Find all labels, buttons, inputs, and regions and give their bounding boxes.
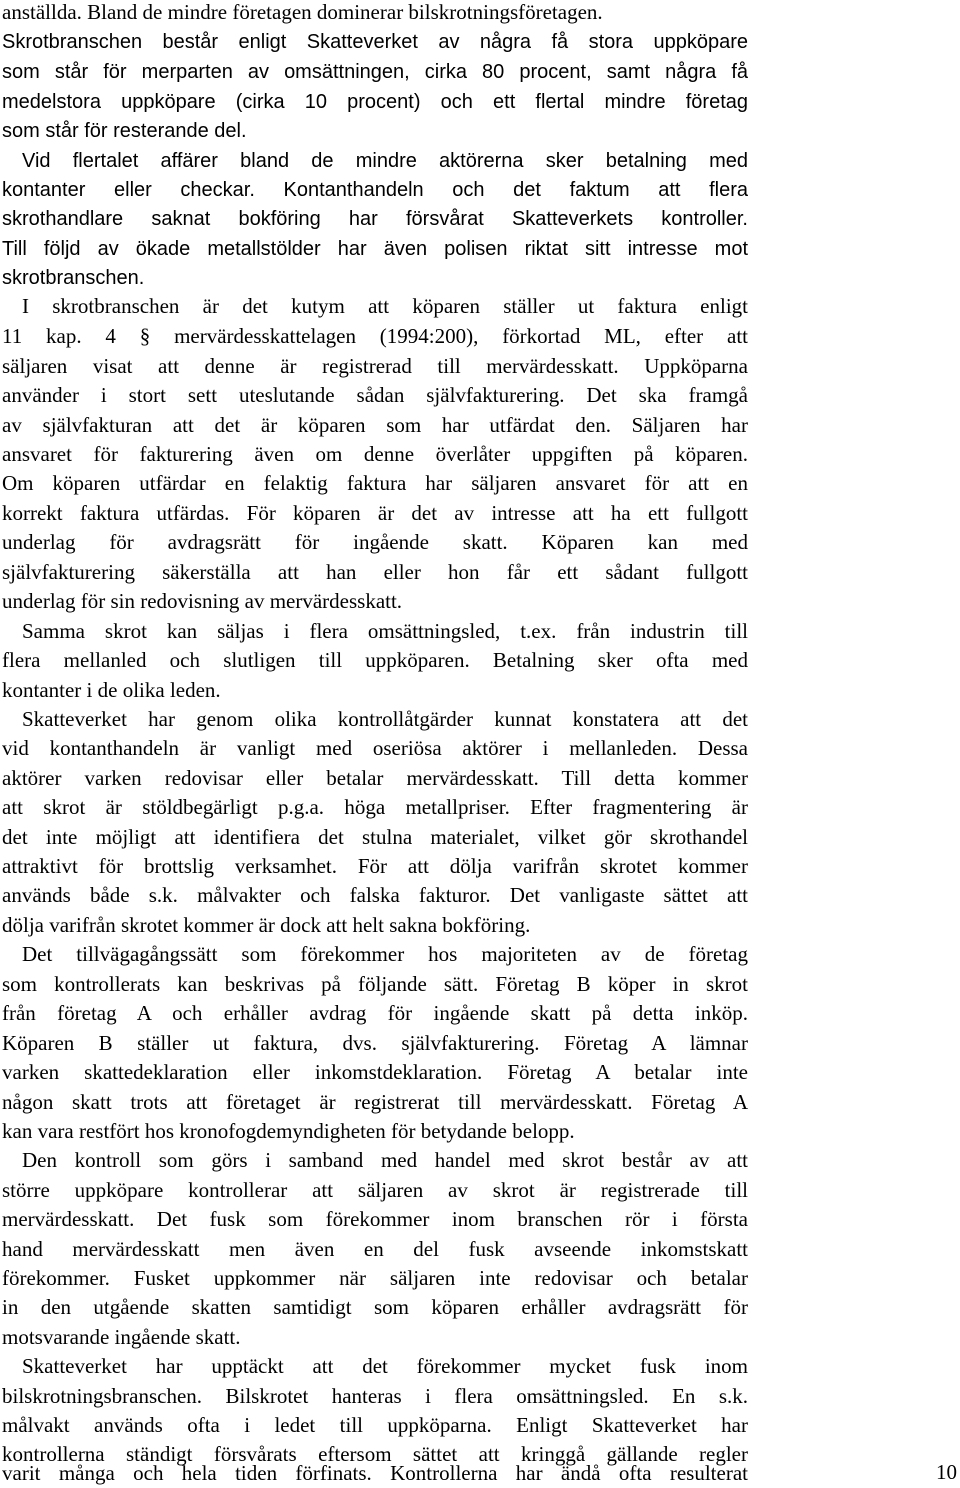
text-line: kan vara restfört hos kronofogdemyndigheten för betydande belopp. bbox=[2, 1119, 575, 1143]
text-line: Köparen B ställer ut faktura, dvs. självfakturering. Företag A lämnar bbox=[2, 1031, 748, 1055]
text-line: Skrotbranschen består enligt Skatteverket av några få stora uppköpare bbox=[2, 31, 748, 53]
text-line: attraktivt för brottslig verksamhet. För att dölja varifrån skrotet kommer bbox=[2, 854, 748, 878]
text-line: motsvarande ingående skatt. bbox=[2, 1325, 241, 1349]
text-line: någon skatt trots att företaget är registrerat till mervärdesskatt. Företag A bbox=[2, 1090, 748, 1114]
text-line: det inte möjligt att identifiera det stulna materialet, vilket gör skrothandel bbox=[2, 825, 748, 849]
text-line: Den kontroll som görs i samband med handel med skrot består av att bbox=[22, 1148, 748, 1172]
text-line: korrekt faktura utfärdas. För köparen är det av intresse att ha ett fullgott bbox=[2, 501, 748, 525]
text-line: skrotbranschen. bbox=[2, 267, 145, 289]
text-line: målvakt används ofta i ledet till uppköparna. Enligt Skatteverket har bbox=[2, 1413, 748, 1437]
text-line: Skatteverket har upptäckt att det förekommer mycket fusk inom bbox=[22, 1354, 748, 1378]
text-line: från företag A och erhåller avdrag för ingående skatt på detta inköp. bbox=[2, 1001, 748, 1025]
text-line: kontrollerna ständigt försvårats eftersom sättet att kringgå gällande regler bbox=[2, 1442, 748, 1466]
text-line: Vid flertalet affärer bland de mindre aktörerna sker betalning med bbox=[22, 150, 748, 172]
text-line: att skrot är stöldbegärligt p.g.a. höga metallpriser. Efter fragmentering är bbox=[2, 795, 748, 819]
text-line: flera mellanled och slutligen till uppköparen. Betalning sker ofta med bbox=[2, 648, 748, 672]
text-line: vid kontanthandeln är vanligt med oseriösa aktörer i mellanleden. Dessa bbox=[2, 736, 748, 760]
text-line: dölja varifrån skrotet kommer är dock att helt sakna bokföring. bbox=[2, 913, 531, 937]
text-line: Samma skrot kan säljas i flera omsättningsled, t.ex. från industrin till bbox=[22, 619, 748, 643]
text-line: medelstora uppköpare (cirka 10 procent) och ett flertal mindre företag bbox=[2, 91, 748, 113]
text-line: skrothandlare saknat bokföring har försvårat Skatteverkets kontroller. bbox=[2, 208, 748, 230]
text-line: Om köparen utfärdar en felaktig faktura har säljaren ansvaret för att en bbox=[2, 471, 748, 495]
text-line: mervärdesskatt. Det fusk som förekommer inom branschen rör i första bbox=[2, 1207, 748, 1231]
page-number: 10 bbox=[936, 1460, 957, 1484]
text-line: kontanter i de olika leden. bbox=[2, 678, 221, 702]
text-line: I skrotbranschen är det kutym att köparen ställer ut faktura enligt bbox=[22, 294, 748, 318]
text-line: större uppköpare kontrollerar att säljaren av skrot är registrerade till bbox=[2, 1178, 748, 1202]
text-line: kontanter eller checkar. Kontanthandeln och det faktum att flera bbox=[2, 179, 748, 201]
text-line: underlag för avdragsrätt för ingående skatt. Köparen kan med bbox=[2, 530, 748, 554]
text-line: av självfakturan att det är köparen som har utfärdat den. Säljaren har bbox=[2, 413, 748, 437]
text-line: som kontrollerats kan beskrivas på följande sätt. Företag B köper in skrot bbox=[2, 972, 748, 996]
text-line: Skatteverket har genom olika kontrollåtgärder kunnat konstatera att det bbox=[22, 707, 748, 731]
text-line: som står för merparten av omsättningen, cirka 80 procent, samt några få bbox=[2, 61, 748, 83]
text-line: in den utgående skatten samtidigt som köparen erhåller avdragsrätt för bbox=[2, 1295, 748, 1319]
text-line: varken skattedeklaration eller inkomstdeklaration. Företag A betalar inte bbox=[2, 1060, 748, 1084]
text-line: Till följd av ökade metallstölder har även polisen riktat sitt intresse mot bbox=[2, 238, 748, 260]
text-line: Det tillvägagångssätt som förekommer hos majoriteten av de företag bbox=[22, 942, 748, 966]
text-line: använder i stort sett uteslutande sådan självfakturering. Det ska framgå bbox=[2, 383, 748, 407]
text-line: underlag för sin redovisning av mervärdesskatt. bbox=[2, 589, 403, 613]
text-line: hand mervärdesskatt men även en del fusk avseende inkomstskatt bbox=[2, 1237, 748, 1261]
text-line: säljaren visat att denne är registrerad till mervärdesskatt. Uppköparna bbox=[2, 354, 748, 378]
text-line: 11 kap. 4 § mervärdesskattelagen (1994:200), förkortad ML, efter att bbox=[2, 324, 748, 348]
text-line: aktörer varken redovisar eller betalar mervärdesskatt. Till detta kommer bbox=[2, 766, 748, 790]
text-line: används både s.k. målvakter och falska fakturor. Det vanligaste sättet att bbox=[2, 883, 748, 907]
text-line: bilskrotningsbranschen. Bilskrotet hanteras i flera omsättningsled. En s.k. bbox=[2, 1384, 748, 1408]
text-line: förekommer. Fusket uppkommer när säljaren inte redovisar och betalar bbox=[2, 1266, 748, 1290]
text-line: som står för resterande del. bbox=[2, 120, 247, 142]
text-line: anställda. Bland de mindre företagen dominerar bilskrotningsföretagen. bbox=[2, 0, 603, 24]
text-line: ansvaret för fakturering även om denne överlåter uppgiften på köparen. bbox=[2, 442, 748, 466]
text-line: självfakturering säkerställa att han eller hon får ett sådant fullgott bbox=[2, 560, 748, 584]
text-line: varit många och hela tiden förfinats. Kontrollerna har ändå ofta resulterat bbox=[2, 1461, 748, 1485]
